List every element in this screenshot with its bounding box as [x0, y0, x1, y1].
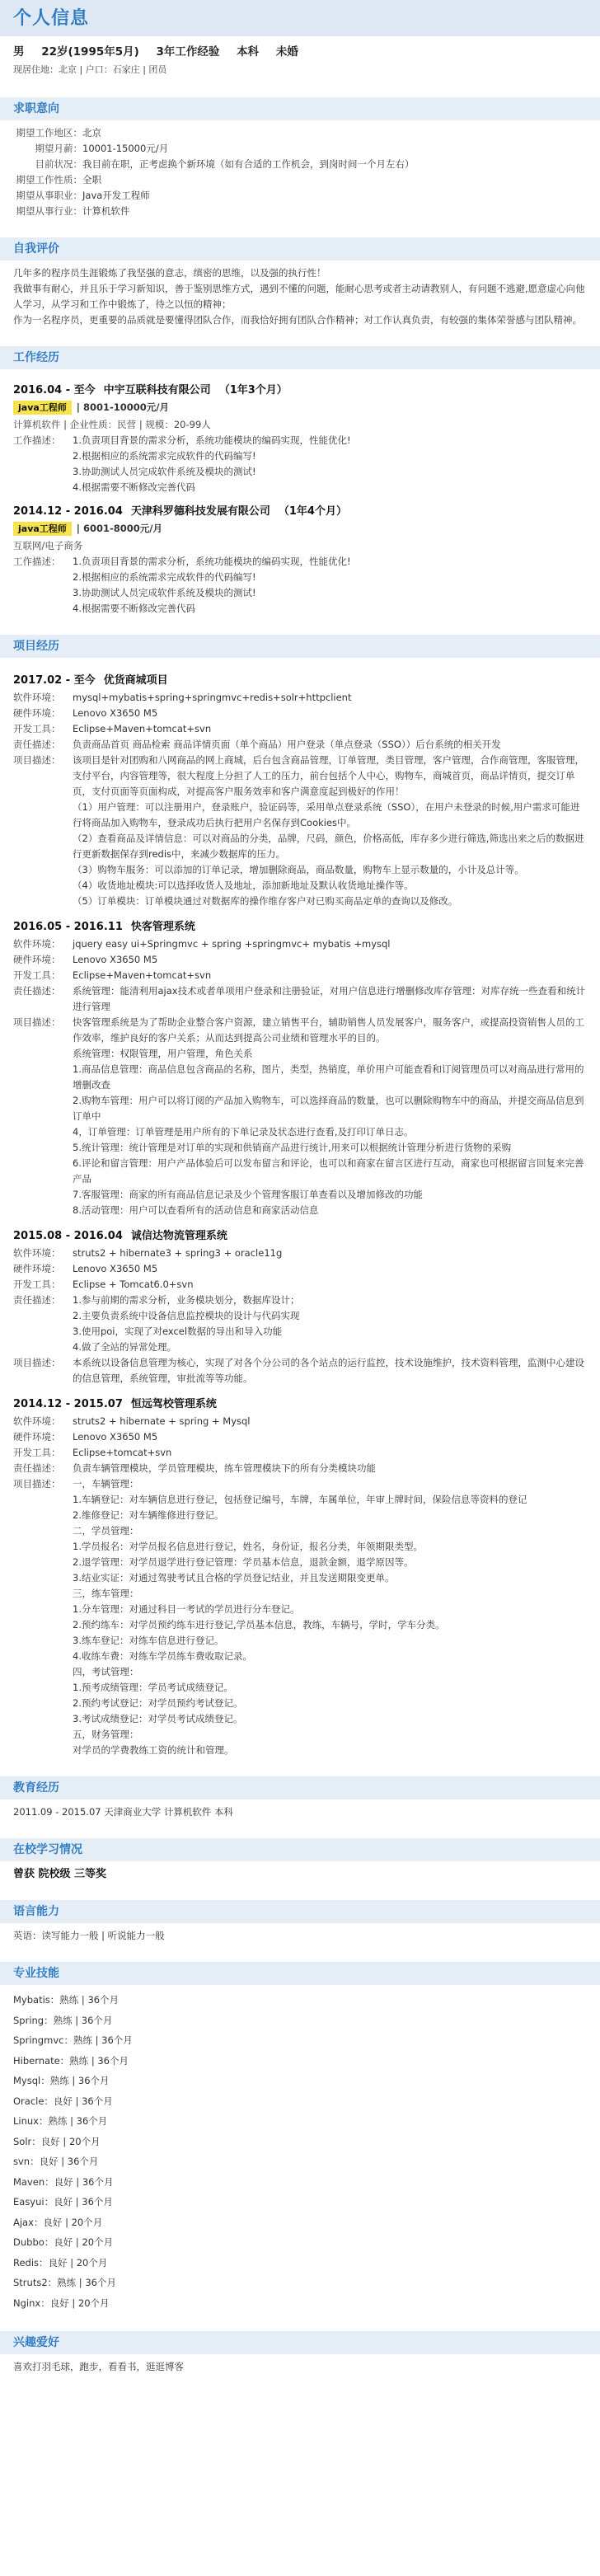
job-desc: [13, 433, 587, 495]
project-field-line: 1.分车管理：对通过科目一考试的学员进行分车登记。: [73, 1603, 300, 1615]
skill-item: Mysql：熟练 | 36个月: [13, 2075, 110, 2086]
job-desc-lines: [73, 433, 587, 495]
project-field-value: [73, 1445, 587, 1461]
project-field-label: 开发工具：: [13, 723, 61, 734]
project-field-line: 快客管理系统是为了帮助企业整合客户资源，建立销售平台，辅助销售人员发展客户，服务客户，或提高投资销售人员的工作效率，维护良好的客户关系；从而达到提高公司业绩和管理水平的目的。: [73, 1016, 584, 1044]
project-field: [13, 1414, 587, 1429]
intent-value: 计算机软件: [82, 205, 130, 217]
section-work: [0, 369, 600, 622]
project-field: [13, 737, 587, 753]
intent-value: 全职: [82, 174, 101, 185]
project-field-value: [73, 952, 587, 968]
project-field-label: 项目描述：: [13, 1357, 61, 1368]
job-desc-line: 1.负责项目背景的需求分析，系统功能模块的编码实现，性能优化!: [73, 556, 351, 567]
intent-label: 期望工作性质：: [16, 174, 82, 185]
project-title: [13, 1396, 587, 1412]
job-company: 中宇互联科技有限公司: [103, 384, 211, 396]
job-desc-lines: [73, 554, 587, 617]
job-desc-line: 3.协助测试人员完成软件系统及模块的测试!: [73, 466, 256, 477]
self-eval-paragraph: 我做事有耐心，并且乐于学习新知识，善于鉴别思维方式，遇到不懂的问题，能耐心思考或者主动请教别人，有问题不逃避,愿意虚心向他人学习，从学习和工作中锻炼了，待之以恒的精神；: [13, 283, 585, 310]
intent-row: [13, 157, 587, 172]
job-desc-line: 2.根据相应的系统需求完成软件的代码编写!: [73, 450, 256, 462]
project-field-label: 责任描述：: [13, 1462, 61, 1474]
page-header: [0, 0, 600, 36]
job-period: 2016.04 - 至今: [13, 384, 96, 396]
intent-label: 期望从事行业：: [16, 205, 82, 217]
job-desc-line: 4.根据需要不断修改完善代码: [73, 603, 195, 614]
project-name: 快客管理系统: [130, 921, 195, 933]
project-field-label: 开发工具：: [13, 969, 61, 981]
project-period: 2016.05 - 2016.11: [13, 921, 123, 933]
skill-item: Mybatis：熟练 | 36个月: [13, 1994, 120, 2006]
project-field: [13, 1277, 587, 1293]
skill-item: Nginx：良好 | 20个月: [13, 2297, 110, 2309]
project-field-line: Eclipse+Maven+tomcat+svn: [73, 723, 212, 734]
job-desc-line: 3.协助测试人员完成软件系统及模块的测试!: [73, 587, 256, 598]
project-field-value: [73, 1293, 587, 1355]
project-field-value: [73, 1414, 587, 1429]
project-field: [13, 952, 587, 968]
section-projects-title: 项目经历: [0, 635, 600, 658]
project-field-line: 本系统以设备信息管理为核心，实现了对各个分公司的各个站点的运行监控，技术设施维护，技术资料管理，监测中心建设的信息管理，系统管理，审批流等等功能。: [73, 1357, 584, 1384]
project-field-line: 4.收练车费：对练车学员练车费收取记录。: [73, 1650, 252, 1662]
project-field-line: mysql+mybatis+spring+springmvc+redis+solr+httpclient: [73, 692, 352, 703]
skill-item: Easyui：良好 | 36个月: [13, 2196, 113, 2208]
job-desc-line: 2.根据相应的系统需求完成软件的代码编写!: [73, 571, 256, 583]
project-field-line: 三，练车管理：: [73, 1588, 139, 1599]
project-field-line: 2.预约考试登记：对学员预约考试登记。: [73, 1697, 243, 1709]
residence-line: 现居住地：北京 | 户口：石家庄 | 团员: [13, 64, 167, 75]
skill-item: Struts2：熟练 | 36个月: [13, 2277, 116, 2288]
project-field-label: 硬件环境：: [13, 954, 61, 965]
project-field-label: 项目描述：: [13, 754, 61, 766]
section-self-eval: [0, 260, 600, 333]
intent-label: 期望月薪：: [35, 143, 82, 154]
basic-info-line: [0, 36, 600, 60]
project-field-line: （1）用户管理：可以注册用户，登录账户，验证码等，采用单点登录系统（SSO），在用户未登录的时候,用户需求可能进行将商品加入购物车，登录成功后执行把用户名保存到Cookies中。: [73, 801, 580, 828]
project-name: 优货商城项目: [103, 674, 168, 687]
project-field: [13, 753, 587, 909]
project-entry: [13, 919, 587, 1218]
hobby-line: 喜欢打羽毛球，跑步，看看书，逛逛博客: [13, 2361, 184, 2372]
section-education-title: 教育经历: [0, 1776, 600, 1799]
job-salary: | 8001-10000元/月: [76, 401, 169, 413]
project-field: [13, 1015, 587, 1218]
project-entry: [13, 1396, 587, 1758]
intent-label: 目前状况：: [35, 158, 82, 170]
project-field-line: Lenovo X3650 M5: [73, 1263, 158, 1274]
project-field-line: 2.维修登记：对车辆维修进行登记。: [73, 1509, 224, 1521]
project-field-line: 2.购物车管理：用户可以将订阅的产品加入购物车，可以选择商品的数量，也可以删除购物车中的商品，并提交商品信息到订单中: [73, 1095, 584, 1122]
project-field-value: [73, 1261, 587, 1277]
section-skills-title: 专业技能: [0, 1962, 600, 1985]
job-tag-line: [13, 400, 587, 415]
education-line: 2011.09 - 2015.07 天津商业大学 计算机软件 本科: [13, 1806, 234, 1818]
project-field-label: 责任描述：: [13, 1294, 61, 1306]
project-field-line: 1.商品信息管理：商品信息包含商品的名称，图片，类型，热销度，单价用户可能查看和订阅管理员可以对商品进行常用的增删改查: [73, 1063, 584, 1091]
intent-value: 我目前在职，正考虑换个新环境（如有合适的工作机会，到岗时间一个月左右）: [82, 158, 415, 170]
project-field-line: 1.参与前期的需求分析，业务模块划分，数据库设计；: [73, 1294, 300, 1306]
project-entry: [13, 673, 587, 909]
language-line: 英语：读写能力一般 | 听说能力一般: [13, 1930, 165, 1941]
project-field-line: 8.活动管理：用户可以查看所有的活动信息和商家活动信息: [73, 1204, 319, 1216]
project-field-line: 负责商品首页 商品检索 商品详情页面（单个商品）用户登录（单点登录（SSO））后台系统的相关开发: [73, 739, 501, 750]
project-field-line: 五，财务管理：: [73, 1729, 139, 1740]
project-field-line: 4，订单管理：订单管理是用户所有的下单记录及状态进行查看,及打印订单日志。: [73, 1126, 414, 1138]
project-field-line: Lenovo X3650 M5: [73, 707, 158, 719]
project-field: [13, 1461, 587, 1476]
project-field-line: 系统管理：能清利用ajax技术或者单项用户登录和注册验证，对用户信息进行增删修改库存管理：对库存统一些查看和统计进行管理: [73, 985, 586, 1012]
skill-item: Spring：熟练 | 36个月: [13, 2014, 113, 2026]
project-field-value: [73, 737, 587, 753]
skill-item: Dubbo：良好 | 20个月: [13, 2236, 114, 2248]
project-field-line: 6.评论和留言管理：用户产品体验后可以发布留言和评论，也可以和商家在留言区进行互动，商家也可根据留言回复来完善产品: [73, 1157, 584, 1185]
project-field-label: 责任描述：: [13, 739, 61, 750]
job-company: 天津科罗德科技发展有限公司: [130, 505, 270, 518]
section-hobby: [0, 2354, 600, 2380]
project-field-label: 开发工具：: [13, 1447, 61, 1458]
self-eval-paragraph: 作为一名程序员，更重要的品质就是要懂得团队合作，而我恰好拥有团队合作精神；对工作认真负责，有较强的集体荣誉感与团队精神。: [13, 314, 582, 326]
project-field-line: 3.考试成绩登记：对学员考试成绩登记。: [73, 1713, 243, 1724]
skill-item: Oracle：良好 | 36个月: [13, 2095, 113, 2107]
project-field-line: 1.车辆登记：对车辆信息进行登记，包括登记编号，车牌，车属单位，年审上牌时间，保险信息等资料的登记: [73, 1494, 527, 1505]
project-field-line: 3.结业实证：对通过驾驶考试且合格的学员登记结业，并且发送期限变更单。: [73, 1572, 395, 1584]
intent-row: [13, 141, 587, 157]
project-field-line: （4）收货地址模块:可以选择收货人及地址，添加新地址及默认收货地址操作等。: [73, 880, 414, 891]
section-work-title: 工作经历: [0, 346, 600, 369]
project-field-line: 1.学员报名：对学员报名信息进行登记，姓名，身份证，报名分类，年领期限类型。: [73, 1541, 423, 1552]
job-desc-label: 工作描述：: [13, 434, 61, 446]
project-field-value: [73, 983, 587, 1015]
project-field: [13, 706, 587, 721]
section-education: [0, 1799, 600, 1825]
project-field: [13, 1355, 587, 1387]
skill-item: Ajax：良好 | 20个月: [13, 2216, 103, 2228]
marital-status: 未婚: [275, 45, 298, 59]
intent-row: [13, 204, 587, 219]
project-title: [13, 1228, 587, 1244]
project-title: [13, 673, 587, 688]
self-eval-paragraph: 几年多的程序员生涯锻炼了我坚强的意志，缜密的思维，以及强的执行性！: [13, 267, 326, 279]
project-field-value: [73, 1015, 587, 1218]
project-field-label: 项目描述：: [13, 1478, 61, 1490]
project-field-label: 硬件环境：: [13, 707, 61, 719]
project-field: [13, 983, 587, 1015]
job-duration: （1年4个月）: [278, 505, 347, 518]
project-field-line: Eclipse+tomcat+svn: [73, 1447, 172, 1458]
project-field-label: 软件环境：: [13, 938, 61, 950]
project-entry: [13, 1228, 587, 1387]
skill-item: Linux：熟练 | 36个月: [13, 2115, 108, 2127]
project-field-line: 2.预约练车：对学员预约练车进行登记,学员基本信息，教练，车辆号，学时，学车分类。: [73, 1619, 445, 1631]
skill-item: Maven：良好 | 36个月: [13, 2175, 114, 2188]
intent-label: 期望工作地区：: [16, 127, 82, 138]
training-line: 曾获 院校级 三等奖: [13, 1868, 107, 1880]
project-field-value: [73, 706, 587, 721]
project-field-label: 硬件环境：: [13, 1431, 61, 1443]
project-field-value: [73, 1461, 587, 1476]
project-field-label: 项目描述：: [13, 1016, 61, 1028]
skill-item: svn：良好 | 36个月: [13, 2156, 99, 2167]
project-field-line: 对学员的学费教练工资的统计和管理。: [73, 1744, 234, 1756]
section-training-title: 在校学习情况: [0, 1838, 600, 1861]
intent-value: Java开发工程师: [82, 190, 150, 201]
project-field-line: struts2 + hibernate + spring + Mysql: [73, 1415, 251, 1427]
job-desc-label: 工作描述：: [13, 556, 61, 567]
project-field: [13, 1445, 587, 1461]
project-field-value: [73, 721, 587, 737]
job-position-tag: java工程师: [13, 401, 72, 415]
section-intent-title: 求职意向: [0, 97, 600, 120]
project-field-value: [73, 690, 587, 706]
project-field-value: [73, 936, 587, 952]
project-field-line: 3.使用poi，实现了对excel数据的导出和导入功能: [73, 1326, 283, 1337]
project-field-line: Lenovo X3650 M5: [73, 1431, 158, 1443]
project-field-line: jquery easy ui+Springmvc + spring +springmvc+ mybatis +mysql: [73, 938, 391, 950]
project-field: [13, 690, 587, 706]
intent-row: [13, 125, 587, 141]
job-meta: 互联网/电子商务: [13, 540, 83, 551]
project-field-line: 7.客服管理：商家的所有商品信息记录及少个管理客服订单查看以及增加修改的功能: [73, 1189, 423, 1200]
project-field-line: 该项目是针对团购和八网商品的网上商城，后台包含商品管理，订单管理，类目管理，客户管理，合作商管理，客服管理，支付平台，内容管理等，很大程度上分担了人工的压力，前台包括个人中心，购物车，商城首页，商品详情页，提交订单页，支付页面等页面构成，对提高客户服务效率和客户满意度起到极好的作用！: [73, 754, 584, 797]
job-period: 2014.12 - 2016.04: [13, 505, 123, 518]
job-desc-line: 1.负责项目背景的需求分析，系统功能模块的编码实现，性能优化!: [73, 434, 351, 446]
project-field-line: 一，车辆管理：: [73, 1478, 139, 1490]
project-period: 2015.08 - 2016.04: [13, 1230, 123, 1242]
project-field: [13, 1246, 587, 1261]
skill-item: Redis：良好 | 20个月: [13, 2256, 108, 2269]
project-field-label: 开发工具：: [13, 1279, 61, 1290]
project-field-line: 四，考试管理：: [73, 1666, 139, 1677]
project-field-line: 1.预考成绩管理：学员考试成绩登记。: [73, 1682, 233, 1693]
project-field-label: 责任描述：: [13, 985, 61, 997]
project-field-value: [73, 968, 587, 983]
project-field-line: 2.主要负责系统中设备信息监控模块的设计与代码实现: [73, 1310, 300, 1321]
project-field-line: （3）购物车服务：可以添加的订单记录，增加删除商品，商品数量，购物车上显示数量的，小计及总计等。: [73, 864, 524, 875]
project-field-value: [73, 1246, 587, 1261]
intent-value: 10001-15000元/月: [82, 143, 169, 154]
project-field-line: 2.退学管理：对学员退学进行登记管理：学员基本信息，退款金额，退学原因等。: [73, 1556, 414, 1568]
project-field-line: 系统管理：权限管理，用户管理，角色关系: [73, 1048, 253, 1059]
project-name: 恒远驾校管理系统: [130, 1398, 217, 1410]
project-field-line: （2）查看商品及详情信息：可以对商品的分类，品牌，尺码，颜色，价格高低，库存多少进行筛选,筛选出来之后的数据进行更新数据保存到redis中，来减少数据库的压力。: [73, 833, 584, 860]
section-intent: [0, 120, 600, 224]
job-salary: | 6001-8000元/月: [76, 523, 162, 534]
project-period: 2014.12 - 2015.07: [13, 1398, 123, 1410]
project-name: 诚信达物流管理系统: [130, 1230, 227, 1242]
intent-value: 北京: [82, 127, 101, 138]
intent-row: [13, 188, 587, 204]
project-field-line: Eclipse+Maven+tomcat+svn: [73, 969, 212, 981]
section-hobby-title: 兴趣爱好: [0, 2331, 600, 2354]
job-meta: 计算机软件 | 企业性质：民营 | 规模：20-99人: [13, 419, 211, 430]
section-language: [0, 1923, 600, 1949]
project-field-line: Eclipse + Tomcat6.0+svn: [73, 1279, 194, 1290]
project-field-line: 3.练车登记：对练车信息进行登记。: [73, 1635, 224, 1646]
job-duration: （1年3个月）: [218, 384, 288, 396]
project-field: [13, 1261, 587, 1277]
age: 22岁(1995年5月): [41, 45, 139, 59]
project-field-line: struts2 + hibernate3 + spring3 + oracle11g: [73, 1247, 283, 1259]
project-field: [13, 1429, 587, 1445]
intent-row: [13, 172, 587, 188]
skill-item: Hibernate：熟练 | 36个月: [13, 2054, 129, 2067]
skill-item: Solr：良好 | 20个月: [13, 2135, 101, 2147]
job-desc-line: 4.根据需要不断修改完善代码: [73, 481, 195, 493]
job-tag-line: [13, 521, 587, 537]
project-field-value: [73, 1429, 587, 1445]
job-title: [13, 382, 587, 398]
project-field: [13, 721, 587, 737]
degree: 本科: [237, 45, 260, 59]
project-field-line: （5）订单模块：订单模块通过对数据库的操作维存客户对已购买商品定单的查询以及修改。: [73, 895, 458, 907]
project-field: [13, 968, 587, 983]
project-field-line: Lenovo X3650 M5: [73, 954, 158, 965]
project-field: [13, 1476, 587, 1758]
project-field: [13, 1293, 587, 1355]
job-desc: [13, 554, 587, 617]
page-title: 个人信息: [13, 7, 90, 29]
project-field-value: [73, 1355, 587, 1387]
project-field-value: [73, 753, 587, 909]
job-entry: [13, 504, 587, 617]
section-training: [0, 1861, 600, 1887]
section-skills: [0, 1985, 600, 2318]
intent-label: 期望从事职业：: [16, 190, 82, 201]
project-field-value: [73, 1277, 587, 1293]
project-field-line: 4.做了全站的异常处理。: [73, 1341, 176, 1353]
job-position-tag: java工程师: [13, 522, 72, 536]
skill-item: Springmvc：熟练 | 36个月: [13, 2034, 133, 2046]
project-field: [13, 936, 587, 952]
job-entry: [13, 382, 587, 495]
project-field-label: 软件环境：: [13, 1415, 61, 1427]
experience: 3年工作经验: [156, 45, 220, 59]
project-field-line: 5.统计管理：统计管理是对订单的实现和供销商产品进行统计,用来可以根据统计管理分析进行货物的采购: [73, 1142, 512, 1153]
project-field-label: 软件环境：: [13, 1247, 61, 1259]
project-field-label: 软件环境：: [13, 692, 61, 703]
project-field-line: 负责车辆管理模块，学员管理模块，练车管理模块下的所有分类模块功能: [73, 1462, 376, 1474]
section-projects: [0, 658, 600, 1763]
section-language-title: 语言能力: [0, 1900, 600, 1923]
project-field-value: [73, 1476, 587, 1758]
project-title: [13, 919, 587, 935]
project-field-line: 二，学员管理：: [73, 1525, 139, 1537]
gender: 男: [13, 45, 25, 59]
project-period: 2017.02 - 至今: [13, 674, 96, 687]
section-self-eval-title: 自我评价: [0, 237, 600, 260]
job-title: [13, 504, 587, 519]
project-field-label: 硬件环境：: [13, 1263, 61, 1274]
